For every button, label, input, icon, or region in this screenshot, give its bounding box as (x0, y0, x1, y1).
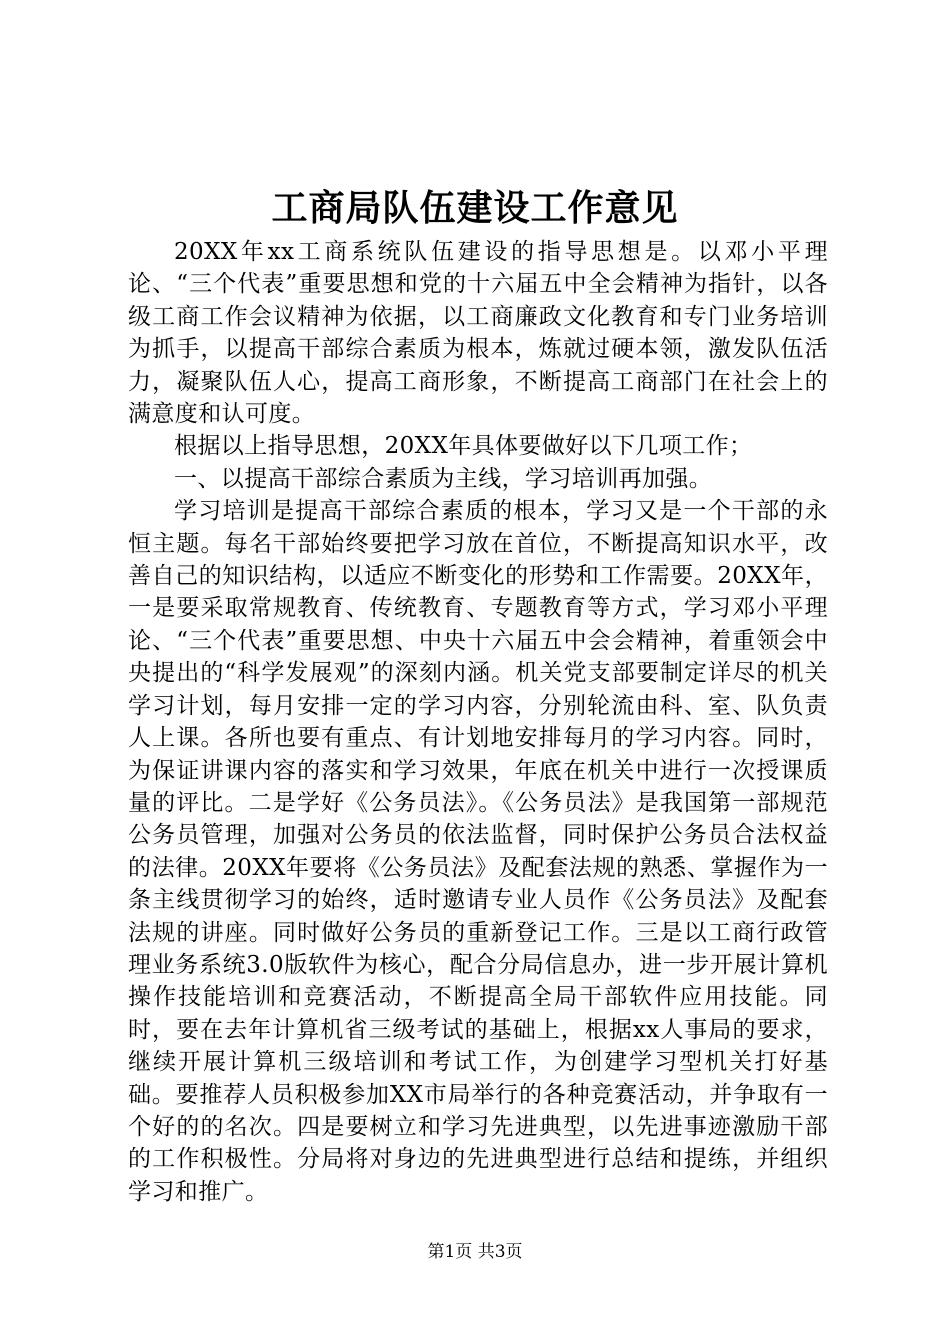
document-body (128, 236, 828, 1208)
paragraph-guiding-thought: 20XX年xx工商系统队伍建设的指导思想是。以邓小平理论、“三个代表”重要思想和党的十六届五中全会精神为指针，以各级工商工作会议精神为依据，以工商廉政文化教育和专门业务培训为抓手，以提高干部综合素质为根本，炼就过硬本领，激发队伍活力，凝聚队伍人心，提高工商形象，不断提高工商部门在社会上的满意度和认可度。 (128, 239, 828, 428)
paragraph-work-intro: 根据以上指导思想，20XX年具体要做好以下几项工作； (174, 433, 753, 460)
document-title: 工商局队伍建设工作意见 (271, 187, 679, 229)
paragraph-study-training: 学习培训是提高干部综合素质的根本，学习又是一个干部的永恒主题。每名干部始终要把学习放在首位，不断提高知识水平，改善自己的知识结构，以适应不断变化的形势和工作需要。20XX年，一是要采取常规教育、传统教育、专题教育等方式，学习邓小平理论、“三个代表”重要思想、中央十六届五中会会精神，着重领会中央提出的“科学发展观”的深刻内涵。机关党支部要制定详尽的机关学习计划，每月安排一定的学习内容，分别轮流由科、室、队负责人上课。各所也要有重点、有计划地安排每月的学习内容。同时，为保证讲课内容的落实和学习效果，年底在机关中进行一次授课质量的评比。二是学好《公务员法》。《公务员法》是我国第一部规范公务员管理，加强对公务员的依法监督，同时保护公务员合法权益的法律。20XX年要将《公务员法》及配套法规的熟悉、掌握作为一条主线贯彻学习的始终，适时邀请专业人员作《公务员法》及配套法规的讲座。同时做好公务员的重新登记工作。三是以工商行政管理业务系统3.0版软件为核心，配合分局信息办，进一步开展计算机操作技能培训和竞赛活动，不断提高全局干部软件应用技能。同时，要在去年计算机省三级考试的基础上，根据xx人事局的要求，继续开展计算机三级培训和考试工作，为创建学习型机关打好基础。要推荐人员积极参加XX市局举行的各种竞赛活动，并争取有一个好的的名次。四是要树立和学习先进典型，以先进事迹激励干部的工作积极性。分局将对身边的先进典型进行总结和提练，并组织学习和推广。 (128, 498, 828, 1205)
section-heading-1: 一、以提高干部综合素质为主线，学习培训再加强。 (174, 465, 713, 492)
page-footer: 第1页 共3页 (427, 1242, 523, 1262)
